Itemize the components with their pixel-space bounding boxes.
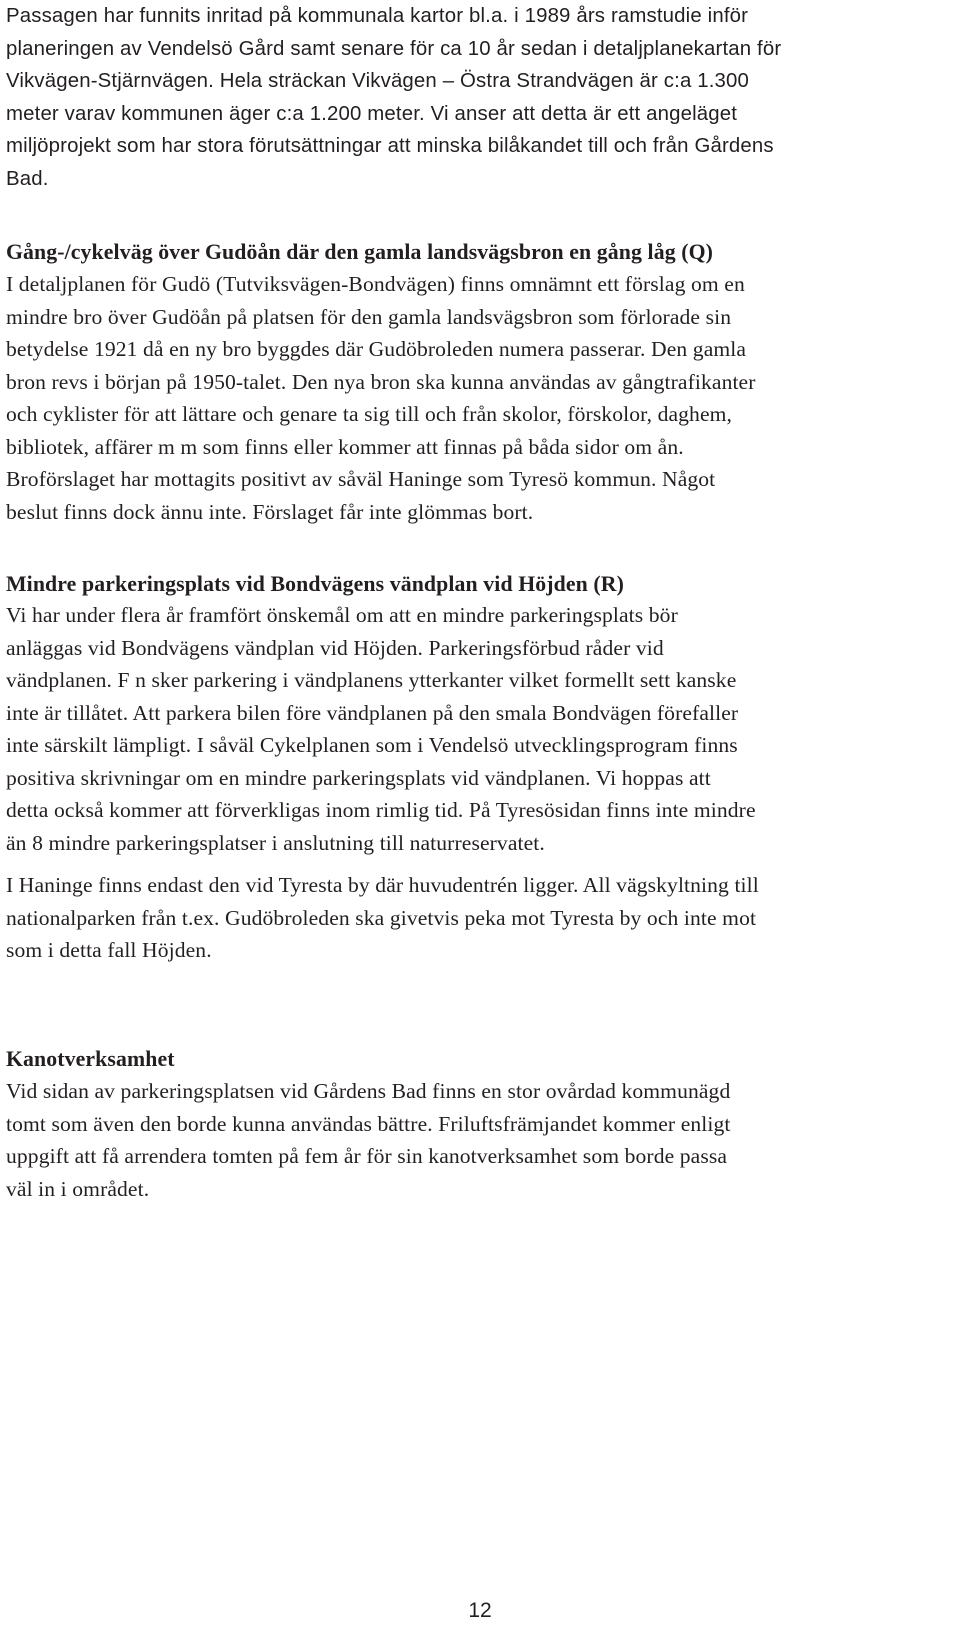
text-line: bibliotek, affärer m m som finns eller kommer att finnas på båda sidor om ån. xyxy=(6,434,684,459)
text-line: Vid sidan av parkeringsplatsen vid Gårdens Bad finns en stor ovårdad kommunägd xyxy=(6,1079,731,1103)
text-line: I Haninge finns endast den vid Tyresta by där huvudentrén ligger. All vägskyltning till xyxy=(6,873,759,897)
text-line: Passagen har funnits inritad på kommunala kartor bl.a. i 1989 års ramstudie inför xyxy=(6,5,749,27)
text-line: meter varav kommunen äger c:a 1.200 meter. Vi anser att detta är ett angeläget xyxy=(6,102,738,125)
section-r-paragraph-2 xyxy=(6,869,759,967)
text-line: uppgift att få arrendera tomten på fem år för sin kanotverksamhet som borde passa xyxy=(6,1144,728,1168)
section-heading-q: Gång-/cykelväg över Gudöån där den gamla landsvägsbron en gång låg (Q) xyxy=(6,240,714,264)
text-line: inte särskilt lämpligt. I såväl Cykelplanen som i Vendelsö utvecklingsprogram finns xyxy=(6,733,738,757)
text-line: vändplanen. F n sker parkering i vändplanens ytterkanter vilket formellt sett kanske xyxy=(6,668,737,692)
text-line: som i detta fall Höjden. xyxy=(6,938,212,962)
text-line: miljöprojekt som har stora förutsättningar att minska bilåkandet till och från Gårdens xyxy=(6,135,774,157)
text-line: betydelse 1921 då en ny bro byggdes där Gudöbroleden numera passerar. Den gamla xyxy=(6,337,747,361)
text-line: positiva skrivningar om en mindre parkeringsplats vid vändplanen. Vi hoppas att xyxy=(6,765,711,790)
text-line: väl in i området. xyxy=(6,1176,150,1201)
text-line: bron revs i början på 1950-talet. Den nya bron ska kunna användas av gångtrafikanter xyxy=(6,369,756,394)
text-line: anläggas vid Bondvägens vändplan vid Höjden. Parkeringsförbud råder vid xyxy=(6,635,664,660)
text-line: än 8 mindre parkeringsplatser i anslutning till naturreservatet. xyxy=(6,830,545,855)
section-kanot-paragraph xyxy=(6,1075,731,1205)
section-heading-kanot: Kanotverksamhet xyxy=(6,1047,175,1071)
section-r-paragraph-1 xyxy=(6,599,756,859)
text-line: I detaljplanen för Gudö (Tutviksvägen-Bondvägen) finns omnämnt ett förslag om en xyxy=(6,272,745,296)
text-line: Bad. xyxy=(6,167,49,190)
text-line: inte är tillåtet. Att parkera bilen före vändplanen på den smala Bondvägen förefaller xyxy=(6,700,739,725)
section-q-paragraph xyxy=(6,268,756,528)
text-line: detta också kommer att förverkligas inom rimlig tid. På Tyresösidan finns inte mindre xyxy=(6,798,756,822)
text-line: Broförslaget har mottagits positivt av såväl Haninge som Tyresö kommun. Något xyxy=(6,467,716,491)
text-line: mindre bro över Gudöån på platsen för den gamla landsvägsbron som förlorade sin xyxy=(6,304,732,329)
text-line: beslut finns dock ännu inte. Förslaget får inte glömmas bort. xyxy=(6,499,534,524)
page-number: 12 xyxy=(468,1599,492,1622)
text-line: tomt som även den borde kunna användas bättre. Friluftsfrämjandet kommer enligt xyxy=(6,1111,731,1136)
text-line: Vi har under flera år framfört önskemål om att en mindre parkeringsplats bör xyxy=(6,603,678,627)
text-line: planeringen av Vendelsö Gård samt senare för ca 10 år sedan i detaljplanekartan för xyxy=(6,37,782,60)
intro-paragraph xyxy=(6,0,781,195)
text-line: nationalparken från t.ex. Gudöbroleden ska givetvis peka mot Tyresta by och inte mot xyxy=(6,905,757,930)
text-line: och cyklister för att lättare och genare ta sig till och från skolor, förskolor, daghem, xyxy=(6,402,733,426)
section-heading-r: Mindre parkeringsplats vid Bondvägens vändplan vid Höjden (R) xyxy=(6,572,624,596)
text-line: Vikvägen-Stjärnvägen. Hela sträckan Vikvägen – Östra Strandvägen är c:a 1.300 xyxy=(6,70,750,92)
